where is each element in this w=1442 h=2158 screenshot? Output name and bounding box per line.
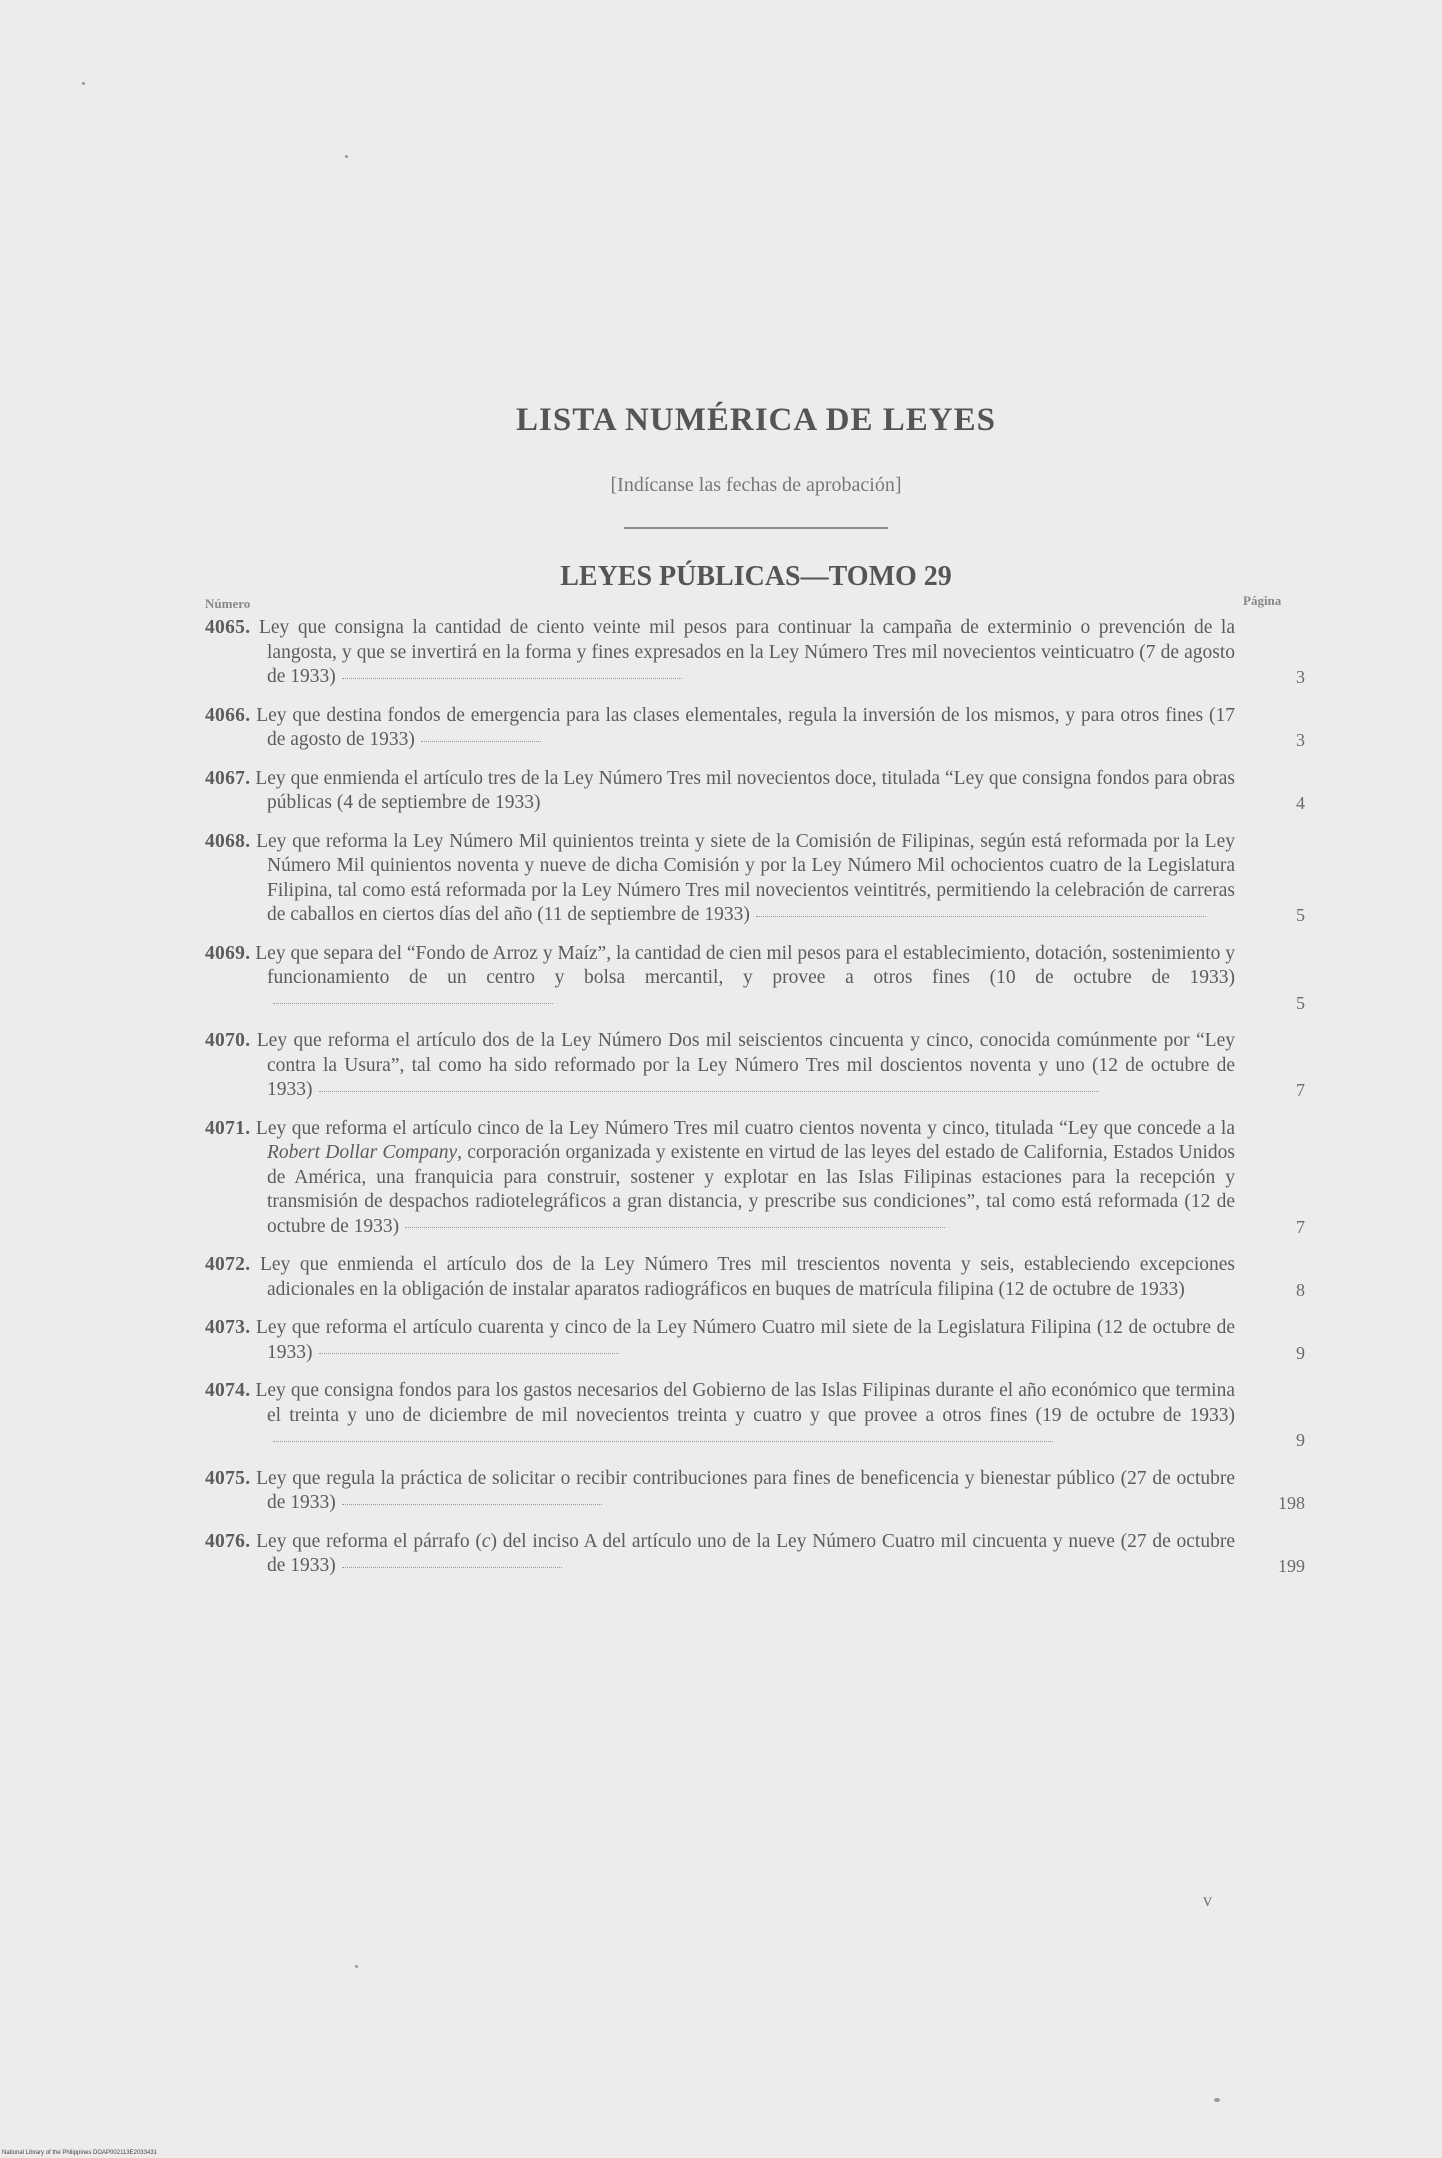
law-page: 198 [1278, 1493, 1305, 1513]
law-number: 4069. [205, 942, 251, 964]
page-title: LISTA NUMÉRICA DE LEYES [516, 402, 996, 438]
scan-speck [1214, 2098, 1220, 2102]
law-description-part: , corporación organizada y existente en virtud de las leyes del estado de California, Estados Unidos de América, una franquicia para construir, sostener y explotar en las Islas Filipinas estaciones para la recepción y transmisión de despachos radiotelegráficos a gran distancia, y prescribe sus condiciones”, tal como está reformada (12 de octubre de 1933) [267, 1142, 1236, 1237]
law-page: 5 [1296, 905, 1305, 925]
law-entry [205, 1530, 1305, 1579]
law-page: 5 [1296, 992, 1305, 1013]
law-page: 8 [1296, 1279, 1305, 1300]
law-entry [205, 942, 1305, 1016]
law-description: Ley que destina fondos de emergencia para las clases elementales, regula la inversión de los mismos, y para otros fines (17 de agosto de 1933) [256, 704, 1235, 750]
law-entry [205, 767, 1305, 816]
column-header-page: Página [1243, 593, 1282, 608]
law-description: Ley que reforma el artículo cuarenta y cinco de la Ley Número Cuatro mil siete de la Legislatura Filipina (12 de octubre de 1933) [256, 1317, 1235, 1363]
law-entry [205, 1316, 1305, 1365]
law-number: 4073. [205, 1317, 251, 1338]
law-number: 4065. [205, 617, 251, 638]
scan-speck [82, 82, 85, 85]
page-subtitle: [Indícanse las fechas de aprobación] [610, 474, 902, 496]
leader-dots [273, 1440, 1053, 1442]
leader-dots [319, 1352, 619, 1354]
law-number: 4070. [205, 1030, 251, 1051]
law-number: 4066. [205, 704, 251, 726]
law-description: Ley que reforma el artículo dos de la Ley Número Dos mil seiscientos cincuenta y cinco, conocida comúnmente por “Ley contra la Usura”, tal como ha sido reformado por la Ley Número Tres mil doscientos noventa y uno (12 de octubre de 1933) [256, 1030, 1235, 1100]
law-entry [205, 616, 1305, 690]
law-description-part: ) del inciso A del artículo uno de la Ley Número Cuatro mil cincuenta y nueve (27 de octubre de 1933) [267, 1530, 1235, 1576]
law-entry [205, 1253, 1305, 1302]
law-description: Ley que regula la práctica de solicitar o recibir contribuciones para fines de beneficencia y bienestar público (27 de octubre de 1933) [256, 1467, 1236, 1513]
law-page: 3 [1296, 667, 1305, 687]
law-page: 199 [1278, 1556, 1305, 1576]
scan-speck [355, 1965, 358, 1968]
law-number: 4068. [205, 830, 251, 852]
law-entry [205, 830, 1305, 928]
leader-dots [756, 915, 1206, 917]
divider-rule [624, 527, 888, 529]
leader-dots [273, 1002, 553, 1004]
law-page: 3 [1296, 730, 1305, 750]
law-list [205, 616, 1305, 1593]
law-number: 4075. [205, 1467, 251, 1489]
leader-dots [319, 1090, 1099, 1092]
law-description-part: Ley que reforma el párrafo ( [256, 1530, 482, 1552]
law-number: 4072. [205, 1254, 251, 1275]
law-description: Ley que consigna la cantidad de ciento veinte mil pesos para continuar la campaña de exterminio o prevención de la langosta, y que se invertirá en la forma y fines expresados en la Ley Número Tres mil novecientos veinticuatro (7 de agosto de 1933) [258, 617, 1236, 687]
law-page: 7 [1296, 1216, 1305, 1237]
law-description: Ley que separa del “Fondo de Arroz y Maíz”, la cantidad de cien mil pesos para el establecimiento, dotación, sostenimiento y funcionamiento de un centro y bolsa mercantil, y provee a otros fines (10 de octubre de 1933) [255, 942, 1235, 988]
law-entry [205, 1379, 1305, 1453]
scan-speck [345, 155, 348, 158]
law-description: Ley que enmienda el artículo tres de la Ley Número Tres mil novecientos doce, titulada “Ley que consigna fondos para obras públicas (4 de septiembre de 1933) [255, 767, 1235, 813]
law-page: 9 [1296, 1430, 1305, 1450]
leader-dots [342, 1503, 602, 1505]
law-number: 4076. [205, 1530, 251, 1552]
law-entry [205, 1117, 1305, 1240]
law-page: 4 [1296, 793, 1305, 813]
law-description: Ley que consigna fondos para los gastos necesarios del Gobierno de las Islas Filipinas durante el año económico que termina el treinta y uno de diciembre de mil novecientos treinta y cuatro y que provee a otros fines (19 de octubre de 1933) [255, 1380, 1235, 1426]
law-number: 4071. [205, 1117, 251, 1139]
leader-dots [421, 740, 541, 742]
law-entry [205, 1029, 1305, 1103]
law-description-italic: Robert Dollar Company [267, 1142, 458, 1163]
law-number: 4074. [205, 1380, 251, 1401]
page-folio: v [1203, 1890, 1212, 1910]
law-number: 4067. [205, 767, 251, 789]
leader-dots [405, 1226, 945, 1228]
section-heading: LEYES PÚBLICAS—TOMO 29 [560, 561, 952, 592]
column-header-number: Número [205, 596, 251, 611]
law-description: Ley que reforma la Ley Número Mil quinientos treinta y siete de la Comisión de Filipinas, según está reformada por la Ley Número Mil quinientos noventa y nueve de dicha Comisión y por la Ley Número Mil ochocientos cuatro de la Legislatura Filipina, tal como está reformada por la Ley Número Tres mil novecientos veintitrés, permitiendo la celebración de carreras de caballos en ciertos días del año (11 de septiembre de 1933) [256, 830, 1236, 925]
leader-dots [342, 1566, 562, 1568]
law-page: 7 [1296, 1080, 1305, 1100]
law-description-part: Ley que reforma el artículo cinco de la Ley Número Tres mil cuatro cientos noventa y cinco, titulada “Ley que concede a la [255, 1117, 1235, 1139]
law-entry [205, 704, 1305, 753]
law-description: Ley que enmienda el artículo dos de la Ley Número Tres mil trescientos noventa y seis, estableciendo excepciones adicionales en la obligación de instalar aparatos radiográficos en buques de matrícula filipina (12 de octubre de 1933) [259, 1254, 1236, 1300]
leader-dots [342, 677, 682, 679]
law-page: 9 [1296, 1342, 1305, 1363]
law-entry [205, 1467, 1305, 1516]
law-description-italic: c [481, 1530, 491, 1552]
scan-footer: National Library of the Philippines DOAP002113E2033431 [2, 2150, 157, 2156]
